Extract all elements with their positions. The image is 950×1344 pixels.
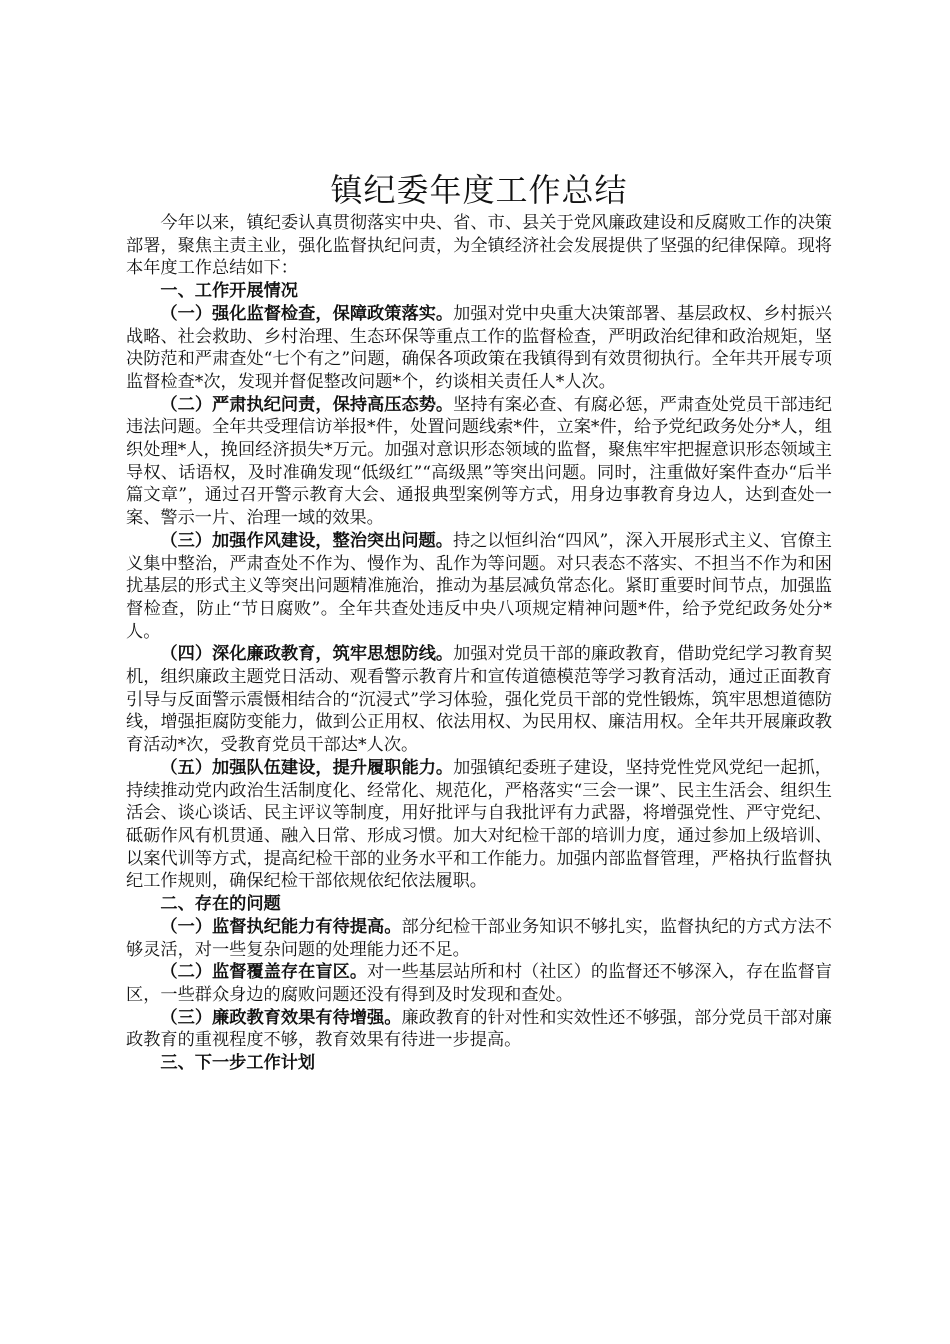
paragraph-item-3 [126,530,832,644]
problem-item-1 [126,916,832,961]
intro-paragraph: 今年以来，镇纪委认真贯彻落实中央、省、市、县关于党风廉政建设和反腐败工作的决策部署，聚焦主责主业，强化监督执纪问责，为全镇经济社会发展提供了坚强的纪律保障。现将本年度工作总结如下： [126,213,832,279]
item-lead: （一）强化监督检查，保障政策落实。 [160,303,454,324]
item-lead: （四）深化廉政教育，筑牢思想防线。 [160,644,454,665]
section-heading-plan: 三、下一步工作计划 [160,1053,316,1074]
item-lead: （三）廉政教育效果有待增强。 [160,1007,402,1028]
problem-item-2 [126,961,832,1006]
item-body: 对一些基层站所和村（社区）的监督还不够深入，存在监督盲区，一些群众身边的腐败问题还没有得到及时发现和查处。 [126,962,832,1005]
paragraph-item-1 [126,303,832,394]
item-body: 廉政教育的针对性和实效性还不够强，部分党员干部对廉政教育的重视程度不够，教育效果有待进一步提高。 [126,1007,832,1051]
item-body: 坚持有案必查、有腐必惩，严肃查处党员干部违纪违法问题。全年共受理信访举报*件，处置问题线索*件，立案*件，给予党纪政务处分*人，组织处理*人，挽回经济损失*万元。加强对意识形态领域的监督，聚焦牢牢把握意识形态领域主导权、话语权，及时准确发现“低级红”“高级黑”等突出问题。同时，注重做好案件查办“后半篇文章”，通过召开警示教育大会、通报典型案例等方式，用身边事教育身边人，达到查处一案、警示一片、治理一域的效果。 [126,394,832,529]
item-lead: （二）严肃执纪问责，保持高压态势。 [160,394,454,415]
item-body: 部分纪检干部业务知识不够扎实，监督执纪的方式方法不够灵活，对一些复杂问题的处理能力还不足。 [126,916,832,960]
item-lead: （三）加强作风建设，整治突出问题。 [160,530,453,551]
section-heading-problems: 二、存在的问题 [160,894,281,915]
document-title: 镇纪委年度工作总结 [330,171,628,209]
paragraph-item-2 [126,394,832,530]
paragraph-item-5 [126,757,832,893]
document-page [126,170,832,1075]
item-body: 加强镇纪委班子建设，坚持党性党风党纪一起抓，持续推动党内政治生活制度化、经常化、规范化，严格落实“三会一课”、民主生活会、组织生活会、谈心谈话、民主评议等制度，用好批评与自我批评有力武器，将增强党性、严守党纪、砥砺作风有机贯通、融入日常、形成习惯。加大对纪检干部的培训力度，通过参加上级培训、以案代训等方式，提高纪检干部的业务水平和工作能力。加强内部监督管理，严格执行监督执纪工作规则，确保纪检干部依规依纪依法履职。 [126,757,832,892]
problem-item-3 [126,1007,832,1052]
item-body: 加强对党员干部的廉政教育，借助党纪学习教育契机，组织廉政主题党日活动、观看警示教育片和宣传道德模范等学习教育活动，通过正面教育引导与反面警示震慑相结合的“沉浸式”学习体验，强化党员干部的党性锻炼，筑牢思想道德防线，增强拒腐防变能力，做到公正用权、依法用权、为民用权、廉洁用权。全年共开展廉政教育活动*次，受教育党员干部达*人次。 [126,644,832,756]
section-heading-work: 一、工作开展情况 [160,281,298,302]
item-body: 持之以恒纠治“四风”，深入开展形式主义、官僚主义集中整治，严肃查处不作为、慢作为、乱作为等问题。对只表态不落实、不担当不作为和困扰基层的形式主义等突出问题精准施治，推动为基层减负常态化。紧盯重要时间节点，加强监督检查，防止“节日腐败”。全年共查处违反中央八项规定精神问题*件，给予党纪政务处分*人。 [126,530,832,642]
item-lead: （一）监督执纪能力有待提高。 [160,916,402,937]
item-lead: （二）监督覆盖存在盲区。 [160,962,368,983]
paragraph-item-4 [126,643,832,757]
item-body: 加强对党中央重大决策部署、基层政权、乡村振兴战略、社会救助、乡村治理、生态环保等重点工作的监督检查，严明政治纪律和政治规矩，坚决防范和严肃查处“七个有之”问题，确保各项政策在我镇得到有效贯彻执行。全年共开展专项监督检查*次，发现并督促整改问题*个，约谈相关责任人*人次。 [126,303,832,392]
item-lead: （五）加强队伍建设，提升履职能力。 [160,757,454,778]
